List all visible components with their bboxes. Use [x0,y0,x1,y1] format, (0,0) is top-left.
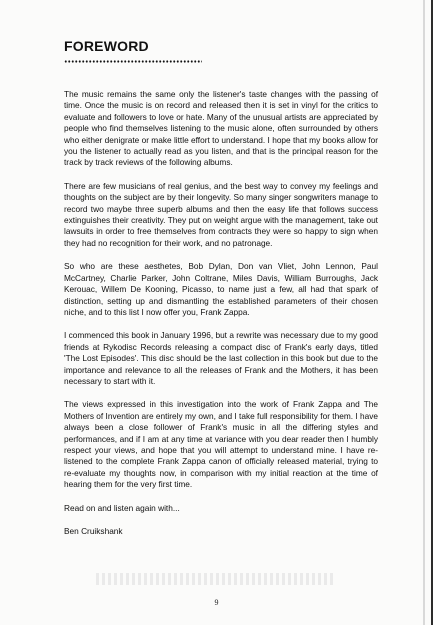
author-signature: Ben Cruikshank [64,526,123,536]
page-spine-shadow [423,0,425,625]
paragraph-4: I commenced this book in January 1996, but a rewrite was necessary due to my good friends at Rykodisc Records releasing a compact disc of Frank's early days, titled 'The Lost Episodes'. This disc should be the last collection in this book but due to the importance and relevance to all the releases of Frank and the Mothers, it has been necessary to start with it. [64,330,378,386]
closing-line: Read on and listen again with... [64,502,180,513]
show-through-text [96,573,336,585]
page-content [64,38,378,537]
paragraph-5: The views expressed in this investigation into the work of Frank Zappa and The Mothers of Invention are entirely my own, and I take full responsibility for them. I have always been a close follower of Frank's music in all the differing styles and performances, and if I am at any time at variance with you dear reader then I humbly respect your views, and hope that you will attempt to understand mine. I have re-listened to the complete Frank Zappa canon of officially released material, trying to re-evaluate my thoughts now, in comparison with my initial reaction at the time of hearing them for the very first time. [64,399,378,490]
paragraph-1: The music remains the same only the listener's taste changes with the passing of time. Once the music is on record and released then it is set in vinyl for the critics to evaluate and followers to love or hate. Many of the unusual artists are appreciated by people who find themselves listening to the music alone, often surrounded by others who either denigrate or make little effort to understand. I hope that my books allow for you the listener to actually read as you listen, and that is the principal reason for the track by track reviews of the following albums. [64,89,378,168]
foreword-body [64,89,378,537]
page-heading: FOREWORD [64,38,149,54]
heading-dotted-rule [64,60,202,63]
paragraph-2: There are few musicians of real genius, and the best way to convey my feelings and thoughts on the subject are by their longevity. So many singer songwriters manage to record two maybe three superb albums and then the easy life that follows success extinguishes their creativity. They put on weight argue with the management, take out lawsuits in order to free themselves from contracts they were so happy to sign when they had no recognition for their work, and no patronage. [64,180,378,248]
page-number: 9 [214,598,219,607]
paragraph-3: So who are these aesthetes, Bob Dylan, Don van Vliet, John Lennon, Paul McCartney, Charlie Parker, John Coltrane, Miles Davis, William Burroughs, Jack Kerouac, Willem De Kooning, Picasso, to name just a few, all had that spark of distinction, setting up and dismantling the established parameters of their chosen niche, and to this list I now offer you, Frank Zappa. [64,261,378,317]
